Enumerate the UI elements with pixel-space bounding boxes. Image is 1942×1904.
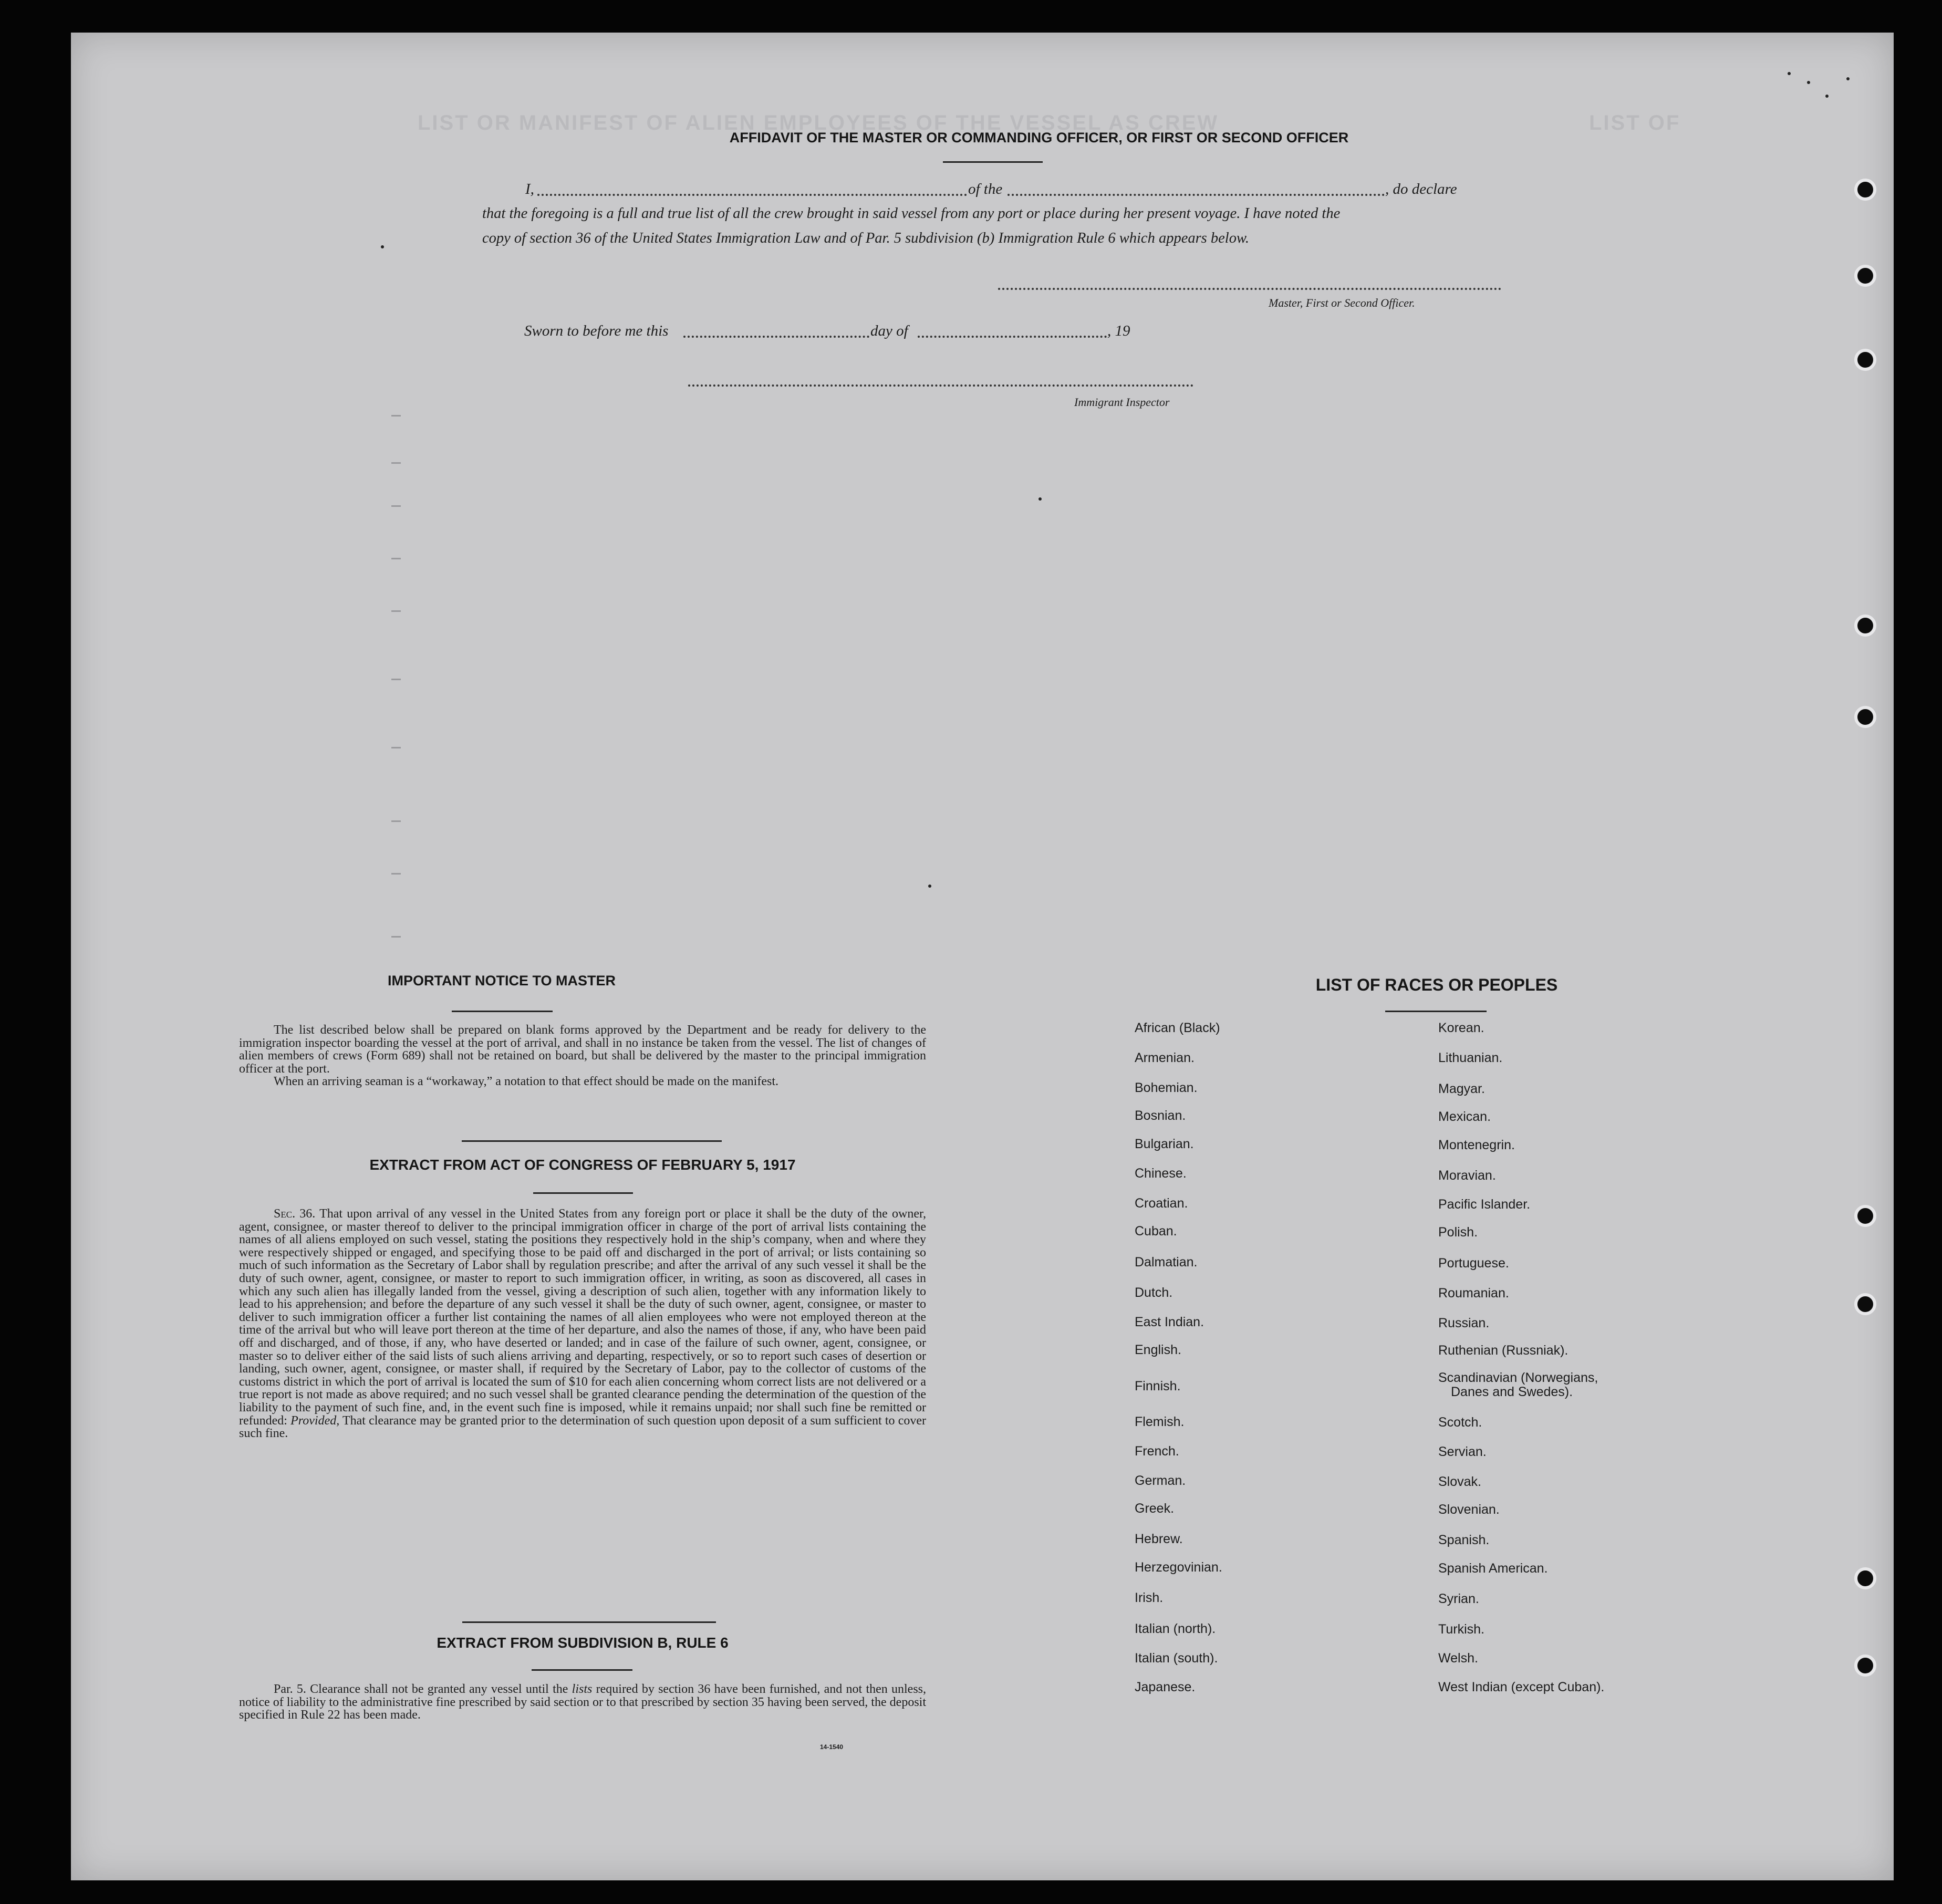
race-item: Portuguese. <box>1438 1256 1509 1271</box>
inspector-label: Immigrant Inspector <box>1074 396 1170 409</box>
par-5-text: Par. 5. Clearance shall not be granted any vessel until the <box>274 1682 568 1696</box>
race-item: Armenian. <box>1135 1050 1195 1065</box>
master-signature-field[interactable] <box>998 288 1501 290</box>
race-item: East Indian. <box>1135 1315 1204 1329</box>
binder-hole <box>1854 1293 1876 1315</box>
race-item: African (Black) <box>1135 1021 1220 1035</box>
bleed-dash <box>391 415 401 417</box>
notice-body <box>239 1024 926 1088</box>
section-36-paragraph <box>239 1208 926 1440</box>
race-item-continued: Danes and Swedes). <box>1451 1385 1573 1399</box>
race-item: Herzegovinian. <box>1135 1560 1222 1575</box>
race-item: Italian (north). <box>1135 1621 1216 1636</box>
notice-paragraph-2: When an arriving seaman is a “workaway,” a notation to that effect should be made on the manifest. <box>274 1075 778 1089</box>
section-36-text-end: That clearance may be granted prior to the determination of such question upon deposit of a sum sufficient to cover such fine. <box>239 1413 926 1441</box>
race-item: Korean. <box>1438 1021 1484 1035</box>
sworn-label: Sworn to before me this <box>524 322 669 339</box>
notice-title: IMPORTANT NOTICE TO MASTER <box>388 973 616 989</box>
notice-paragraph-1: The list described below shall be prepared on blank forms approved by the Department and be ready for delivery to the immigration inspector boarding the vessel at the port of arrival, and shall in no instance be taken from the vessel. The list of changes of alien members of crews (Form 689) shall not be retained on board, but shall be delivered by the master to the principal immigration officer at the port. <box>239 1023 926 1076</box>
sworn-year-label: , 19 <box>1107 322 1130 339</box>
races-title: LIST OF RACES OR PEOPLES <box>1315 975 1558 994</box>
ink-speck <box>1846 77 1850 80</box>
race-item: Syrian. <box>1438 1591 1479 1606</box>
affidavit-declare-label: , do declare <box>1385 181 1457 197</box>
race-item: West Indian (except Cuban). <box>1438 1680 1605 1694</box>
race-item: Polish. <box>1438 1225 1478 1240</box>
race-item: Mexican. <box>1438 1109 1491 1124</box>
race-item: Cuban. <box>1135 1224 1177 1239</box>
sworn-month-field[interactable] <box>918 336 1107 338</box>
bleed-dash <box>391 820 401 822</box>
bleed-dash <box>391 558 401 559</box>
race-item: Italian (south). <box>1135 1651 1218 1666</box>
bleed-dash <box>391 610 401 612</box>
par-5-paragraph <box>239 1683 926 1722</box>
race-item: Russian. <box>1438 1316 1490 1330</box>
affidavit-of-the-label: of the <box>968 181 1003 197</box>
bleed-dash <box>391 505 401 507</box>
race-item: Greek. <box>1135 1501 1175 1516</box>
race-item: Finnish. <box>1135 1379 1181 1393</box>
ink-speck <box>381 245 384 248</box>
race-item: Roumanian. <box>1438 1286 1509 1300</box>
race-item: Hebrew. <box>1135 1532 1183 1546</box>
binder-hole <box>1854 1655 1876 1677</box>
race-item: Slovenian. <box>1438 1502 1500 1517</box>
race-item: Lithuanian. <box>1438 1050 1503 1065</box>
binder-hole <box>1854 265 1876 287</box>
binder-hole <box>1854 615 1876 637</box>
race-item: Spanish. <box>1438 1533 1490 1547</box>
race-item: English. <box>1135 1343 1181 1357</box>
section-36-text: 36. That upon arrival of any vessel in the United States from any foreign port or place it shall be the duty of the owner, agent, consignee, or master thereof to deliver to the principal immigration officer in charge of the port of arrival lists containing the names of all aliens employed on such vessel, stating the positions they respectively hold in the ship’s company, when and where they were respectively shipped or engaged, and specifying those to be paid off and discharged in the port of arrival; or lists containing so much of such information as the Secretary of Labor shall by regulation prescribe; and after the arrival of any such vessel it shall be the duty of such owner, agent, consignee, or master to report to such immigration officer, in writing, as soon as discovered, all cases in which any such alien has illegally landed from the vessel, giving a description of such alien, together with any information likely to lead to his apprehension; and before the departure of any such vessel it shall be the duty of such owner, agent, consignee, or master to deliver to such immigration officer a further list containing the names of all alien employees who were not employed thereon at the time of the arrival but who will leave port thereon at the time of her departure, and also the names of those, if any, who have been paid off and discharged, and of those, if any, who have deserted or landed; and in case of the failure of such owner, agent, consignee, or master so to deliver either of the said lists of such aliens arriving and departing, respectively, or so to report such cases of desertion or landing, such owner, agent, consignee, or master shall, if required by the Secretary of Labor, pay to the collector of customs of the customs district in which the port of arrival is located the sum of $10 for each alien concerning whom correct lists are not delivered or a true report is not made as above required; and no such vessel shall be granted clearance pending the determination of the question of the liability to the payment of such fine, and, in the event such fine is imposed, while it remains unpaid; nor shall such fine be remitted or refunded: <box>239 1207 927 1428</box>
binder-hole <box>1854 349 1876 371</box>
race-item: Croatian. <box>1135 1196 1188 1211</box>
bleed-dash <box>391 873 401 875</box>
race-item: Welsh. <box>1438 1651 1478 1666</box>
ink-speck <box>1825 95 1829 98</box>
affidavit-name-field[interactable] <box>537 194 967 196</box>
race-item: Dutch. <box>1135 1285 1173 1300</box>
bleed-dash <box>391 679 401 680</box>
section-divider <box>462 1140 722 1142</box>
affidavit-line-3: copy of section 36 of the United States Immigration Law and of Par. 5 subdivision (b) Immigration Rule 6 which appears below. <box>482 230 1249 246</box>
bleed-dash <box>391 462 401 464</box>
act-extract-title-rule <box>533 1192 633 1194</box>
inspector-signature-field[interactable] <box>688 384 1193 387</box>
race-item: Bohemian. <box>1135 1080 1198 1095</box>
race-item: Moravian. <box>1438 1168 1496 1183</box>
bleed-through-heading: LIST OR MANIFEST OF ALIEN EMPLOYEES OF THE VESSEL AS CREW <box>418 111 1219 134</box>
race-item: Ruthenian (Russniak). <box>1438 1343 1569 1358</box>
provided-word: Provided, <box>290 1413 340 1428</box>
affidavit-title: AFFIDAVIT OF THE MASTER OR COMMANDING OFFICER, OR FIRST OR SECOND OFFICER <box>729 130 1349 145</box>
rule-extract-title-rule <box>532 1669 632 1671</box>
race-item: German. <box>1135 1473 1186 1488</box>
race-item: Slovak. <box>1438 1474 1481 1489</box>
affidavit-title-rule <box>943 161 1043 163</box>
race-item <box>1438 1385 1573 1399</box>
binder-hole <box>1854 706 1876 728</box>
race-item: Scandinavian (Norwegians, <box>1438 1370 1598 1385</box>
sworn-day-field[interactable] <box>683 336 869 338</box>
master-signature-label: Master, First or Second Officer. <box>1269 296 1415 309</box>
race-item: Chinese. <box>1135 1166 1187 1181</box>
race-item: French. <box>1135 1444 1179 1459</box>
race-item: Magyar. <box>1438 1081 1485 1096</box>
race-item: Bosnian. <box>1135 1108 1186 1123</box>
section-divider <box>462 1621 716 1623</box>
act-extract-title: EXTRACT FROM ACT OF CONGRESS OF FEBRUARY 5, 1917 <box>369 1157 796 1173</box>
binder-hole <box>1854 1205 1876 1227</box>
form-sheet <box>71 33 1894 1880</box>
race-item: Montenegrin. <box>1438 1138 1515 1152</box>
lists-word: lists <box>572 1682 593 1696</box>
race-item: Turkish. <box>1438 1622 1484 1637</box>
race-item: Flemish. <box>1135 1414 1185 1429</box>
race-item: Scotch. <box>1438 1415 1482 1430</box>
ink-speck <box>1038 497 1042 501</box>
par-5-text-end: required by section 36 have been furnished, and not then unless, notice of liability to the administrative fine prescribed by said section or to that prescribed by section 35 having been served, the deposit specified in Rule 22 has been made. <box>239 1682 927 1722</box>
races-title-rule <box>1385 1011 1487 1012</box>
act-extract-body <box>239 1208 926 1440</box>
affidavit-i-label: I, <box>525 181 534 197</box>
notice-title-rule <box>452 1011 553 1012</box>
binder-hole <box>1854 1567 1876 1589</box>
affidavit-vessel-field[interactable] <box>1008 194 1385 196</box>
race-item: Japanese. <box>1135 1680 1196 1694</box>
bleed-dash <box>391 747 401 748</box>
sec-label: Sec. <box>274 1207 296 1221</box>
ink-speck <box>928 885 931 888</box>
ink-speck <box>1788 72 1791 75</box>
rule-extract-title: EXTRACT FROM SUBDIVISION B, RULE 6 <box>437 1635 729 1651</box>
bleed-dash <box>391 936 401 938</box>
bleed-through-heading-right: LIST OF <box>1589 111 1681 134</box>
race-item: Irish. <box>1135 1590 1164 1605</box>
race-item: Bulgarian. <box>1135 1137 1194 1151</box>
race-item: Spanish American. <box>1438 1561 1548 1576</box>
race-item: Servian. <box>1438 1444 1487 1459</box>
affidavit-line-2: that the foregoing is a full and true list of all the crew brought in said vessel from any port or place during her present voyage. I have noted the <box>482 205 1341 222</box>
form-number: 14-1540 <box>820 1743 844 1751</box>
rule-extract-body <box>239 1683 926 1722</box>
ink-speck <box>1807 81 1810 84</box>
race-item: Dalmatian. <box>1135 1255 1198 1270</box>
race-item: Pacific Islander. <box>1438 1197 1531 1212</box>
binder-hole <box>1854 179 1876 201</box>
sworn-day-of-label: day of <box>870 322 908 339</box>
